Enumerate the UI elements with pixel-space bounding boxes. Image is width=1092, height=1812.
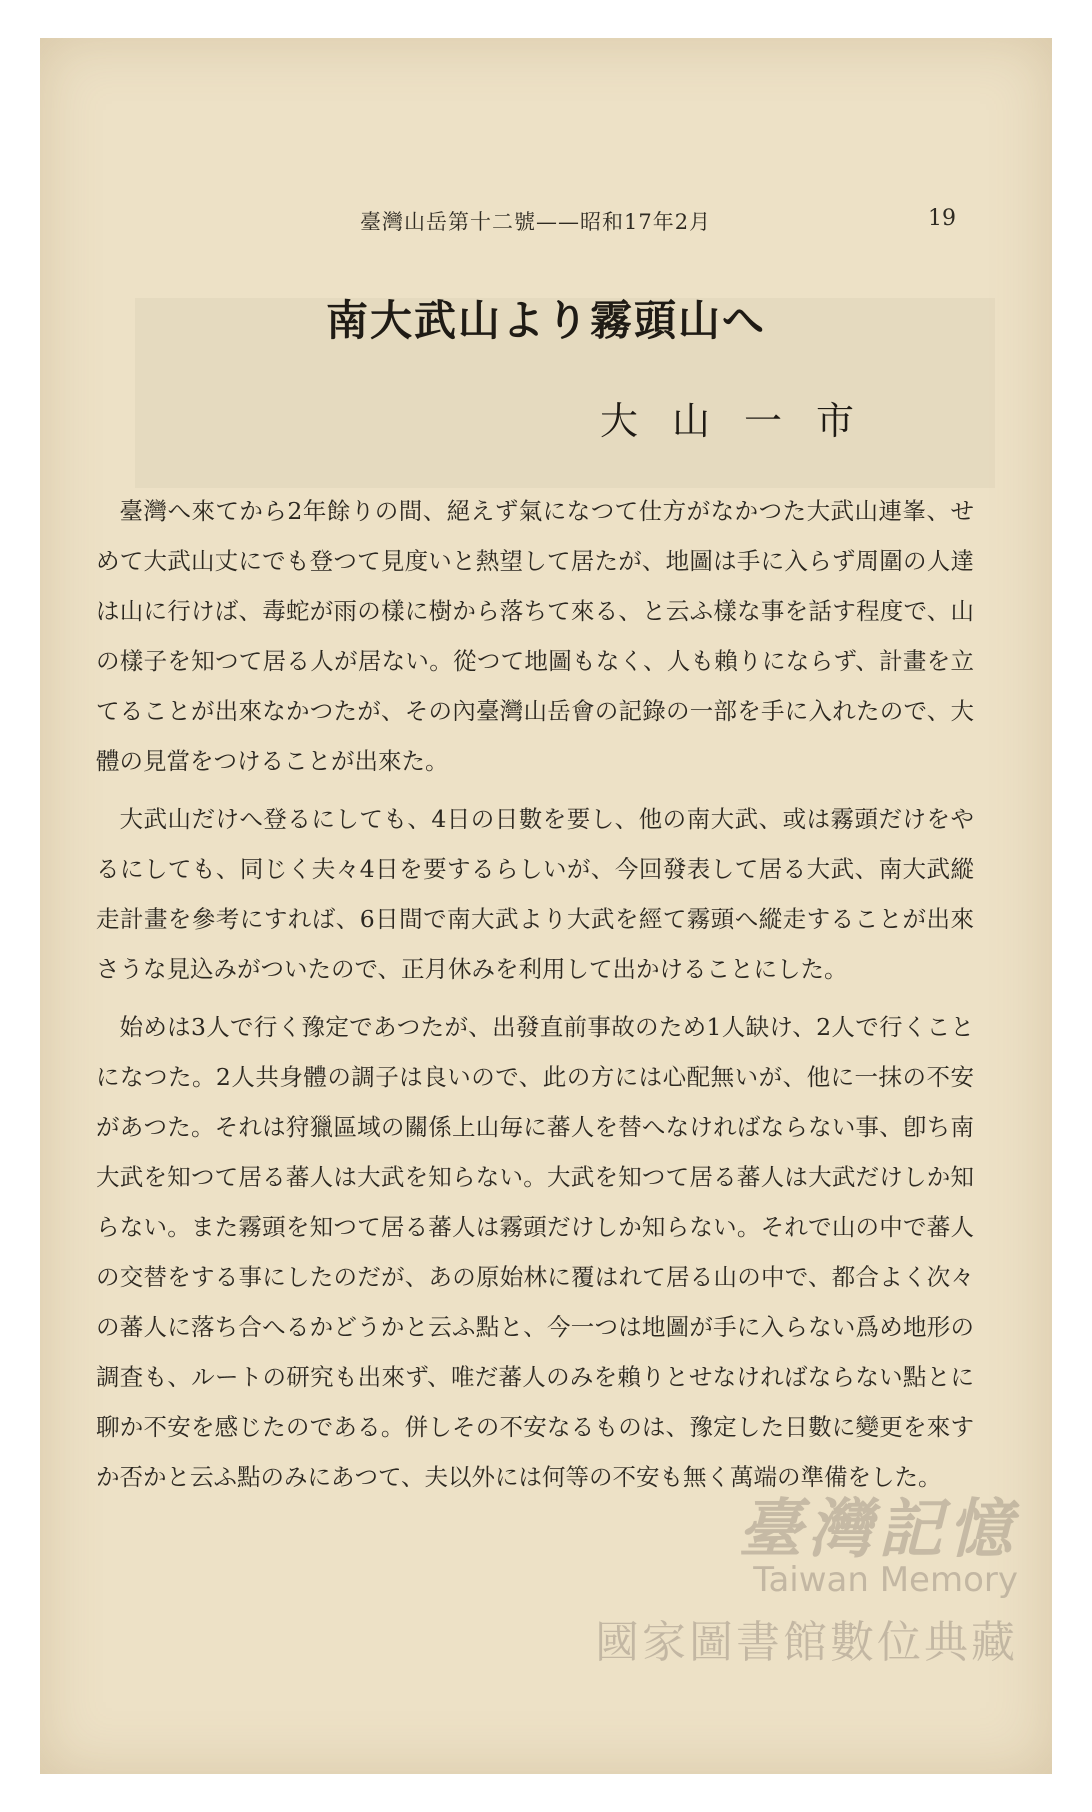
article-author: 大山一市	[600, 399, 889, 443]
paragraph: 大武山だけへ登るにしても、4日の日數を要し、他の南大武、或は霧頭だけをやるにしても、同じく夫々4日を要するらしいが、今回發表して居る大武、南大武縱走計畫を參考にすれば、6日間で南大武より大武を經て霧頭へ縱走することが出來さうな見込みがついたので、正月休みを利用して出かけることにした。	[96, 805, 974, 983]
page-number: 19	[928, 206, 956, 231]
watermark-chinese: 國家圖書館數位典藏	[595, 1617, 1018, 1668]
article-title: 南大武山より霧頭山へ	[325, 296, 766, 345]
watermark-english: Taiwan Memory	[753, 1560, 1018, 1600]
paragraph: 始めは3人で行く豫定であつたが、出發直前事故のため1人缺け、2人で行くことになつた。2人共身體の調子は良いので、此の方には心配無いが、他に一抹の不安があつた。それは狩獵區域の關係上山毎に蕃人を替へなければならない事、卽ち南大武を知つて居る蕃人は大武を知らない。大武を知つて居る蕃人は大武だけしか知らない。また霧頭を知つて居る蕃人は霧頭だけしか知らない。それで山の中で蕃人の交替をする事にしたのだが、あの原始林に覆はれて居る山の中で、都合よく次々の蕃人に落ち合へるかどうかと云ふ點と、今一つは地圖が手に入らない爲め地形の調査も、ルートの研究も出來ず、唯だ蕃人のみを賴りとせなければならない點とに聊か不安を感じたのである。併しその不安なるものは、豫定した日數に變更を來すか否かと云ふ點のみにあつて、夫以外には何等の不安も無く萬端の準備をした。	[96, 1013, 974, 1491]
article-body	[96, 486, 974, 1510]
running-title: 臺灣山岳第十二號——昭和17年2月	[360, 210, 712, 234]
page-header	[40, 206, 1052, 246]
document-page	[40, 38, 1052, 1774]
paragraph: 臺灣へ來てから2年餘りの間、絕えず氣になつて仕方がなかつた大武山連峯、せめて大武山丈にでも登つて見度いと熱望して居たが、地圖は手に入らず周圍の人達は山に行けば、毒蛇が雨の樣に樹から落ちて來る、と云ふ樣な事を話す程度で、山の樣子を知つて居る人が居ない。從つて地圖もなく、人も賴りにならず、計畫を立てることが出來なかつたが、その內臺灣山岳會の記錄の一部を手に入れたので、大體の見當をつけることが出來た。	[96, 497, 974, 775]
watermark-script-text: 臺灣記憶	[738, 1492, 1018, 1567]
library-watermark	[518, 1478, 1018, 1670]
